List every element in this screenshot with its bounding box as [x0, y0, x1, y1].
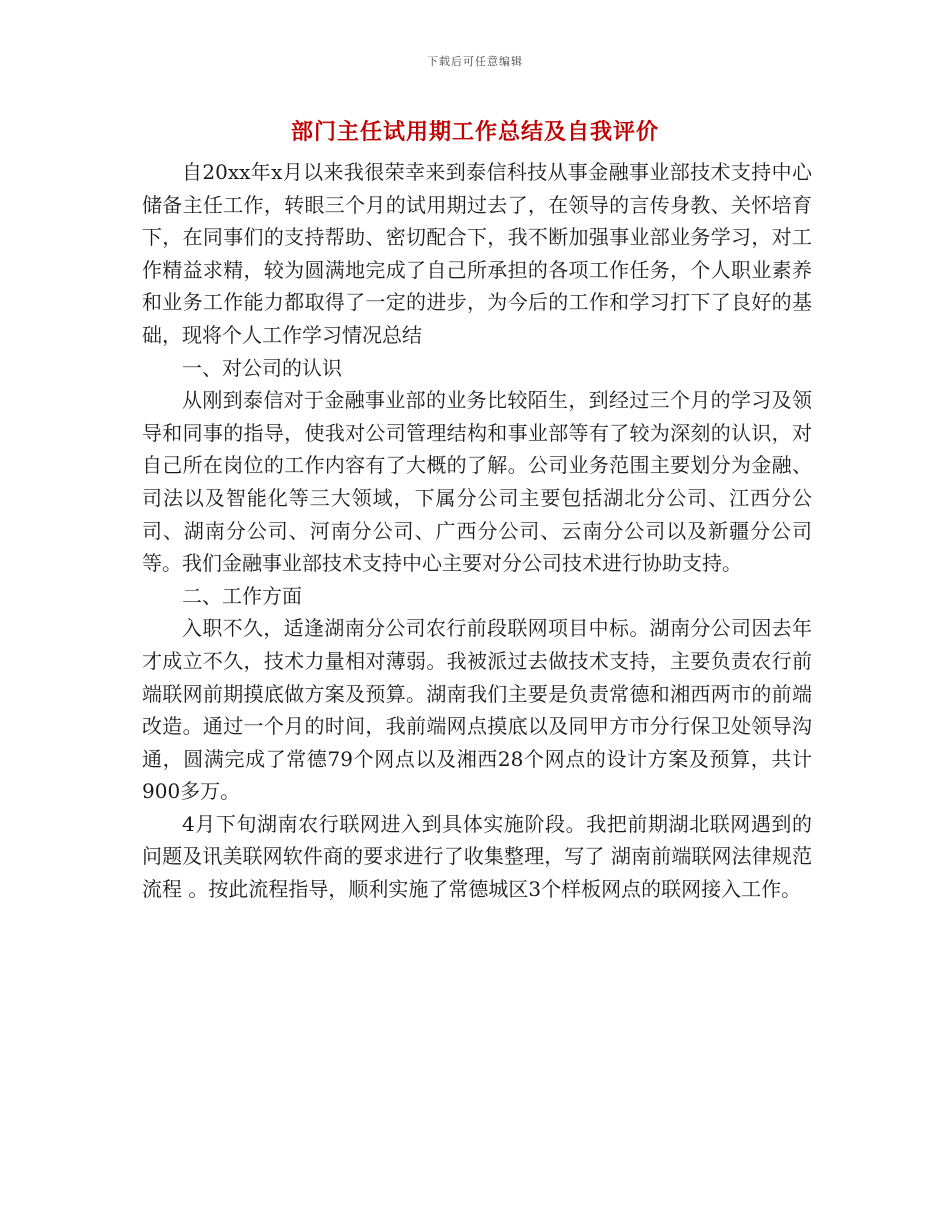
intro-paragraph: 自20xx年x月以来我很荣幸来到泰信科技从事金融事业部技术支持中心储备主任工作，转眼三个月的试用期过去了，在领导的言传身教、关怀培育下，在同事们的支持帮助、密切配合下，我不断加强事业部业务学习，对工作精益求精，较为圆满地完成了自己所承担的各项工作任务，个人职业素养和业务工作能力都取得了一定的进步，为今后的工作和学习打下了良好的基础，现将个人工作学习情况总结: [142, 160, 812, 347]
section2-paragraph-1: 入职不久，适逢湖南分公司农行前段联网项目中标。湖南分公司因去年才成立不久，技术力量相对薄弱。我被派过去做技术支持，主要负责农行前端联网前期摸底做方案及预算。湖南我们主要是负责常德和湘西两市的前端改造。通过一个月的时间，我前端网点摸底以及同甲方市分行保卫处领导沟通，圆满完成了常德79个网点以及湘西28个网点的设计方案及预算，共计900多万。: [142, 616, 812, 804]
document-body: [142, 156, 812, 906]
section1-heading: 一、对公司的认识: [182, 355, 342, 380]
section2-paragraph-2: 4月下旬湖南农行联网进入到具体实施阶段。我把前期湖北联网遇到的问题及讯美联网软件商的要求进行了收集整理，写了 湖南前端联网法律规范流程 。按此流程指导，顺利实施了常德城区3个样板网点的联网接入工作。: [142, 811, 812, 902]
section2-heading: 二、工作方面: [182, 583, 302, 608]
header-note: 下载后可任意编辑: [427, 55, 523, 68]
document-title: 部门主任试用期工作总结及自我评价: [290, 119, 659, 145]
section1-paragraph: 从刚到泰信对于金融事业部的业务比较陌生，到经过三个月的学习及领导和同事的指导，使我对公司管理结构和事业部等有了较为深刻的认识，对自己所在岗位的工作内容有了大概的了解。公司业务范围主要划分为金融、司法以及智能化等三大领域，下属分公司主要包括湖北分公司、江西分公司、湖南分公司、河南分公司、广西分公司、云南分公司以及新疆分公司等。我们金融事业部技术支持中心主要对分公司技术进行协助支持。: [142, 388, 812, 576]
